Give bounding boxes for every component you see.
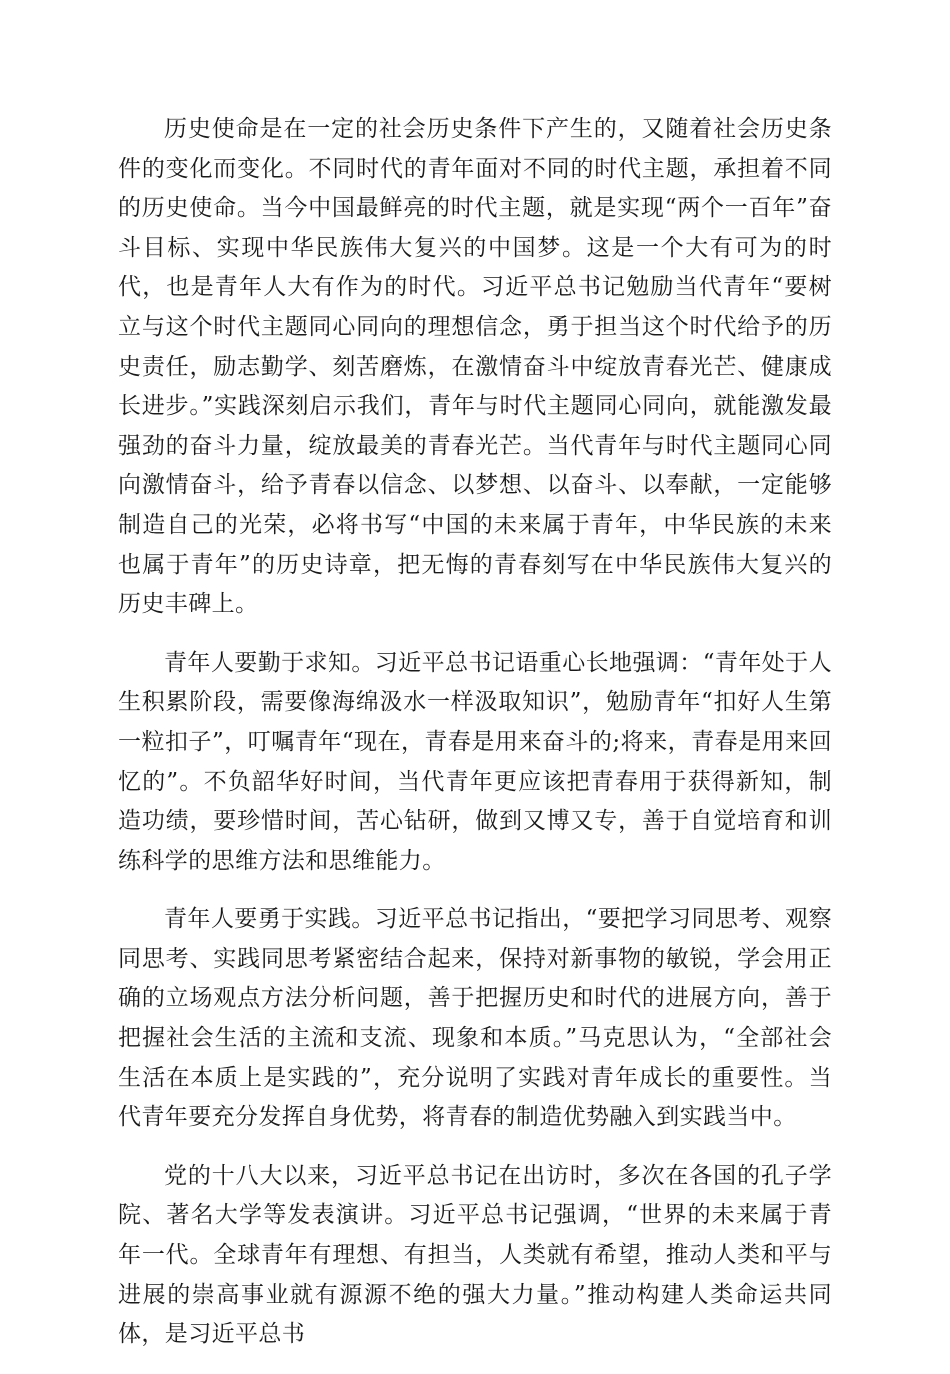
paragraph-seek-knowledge: 青年人要勤于求知。习近平总书记语重心长地强调：“青年处于人生积累阶段，需要像海绵汲水一样汲取知识”，勉励青年“扣好人生第一粒扣子”，叮嘱青年“现在，青春是用来奋斗的;将来，青春是用来回忆的”。不负韶华好时间，当代青年更应该把青春用于获得新知，制造功绩，要珍惜时间，苦心钻研，做到又博又专，善于自觉培育和训练科学的思维方法和思维能力。 (118, 649, 832, 874)
paragraph-practice: 青年人要勇于实践。习近平总书记指出，“要把学习同思考、观察同思考、实践同思考紧密结合起来，保持对新事物的敏锐，学会用正确的立场观点方法分析问题，善于把握历史和时代的进展方向，善于把握社会生活的主流和支流、现象和本质。”马克思认为，“全部社会生活在本质上是实践的”，充分说明了实践对青年成长的重要性。当代青年要充分发挥自身优势，将青春的制造优势融入到实践当中。 (118, 906, 832, 1131)
paragraph-historical-mission: 历史使命是在一定的社会历史条件下产生的，又随着社会历史条件的变化而变化。不同时代的青年面对不同的时代主题，承担着不同的历史使命。当今中国最鲜亮的时代主题，就是实现“两个一百年”奋斗目标、实现中华民族伟大复兴的中国梦。这是一个大有可为的时代，也是青年人大有作为的时代。习近平总书记勉励当代青年“要树立与这个时代主题同心同向的理想信念，勇于担当这个时代给予的历史责任，励志勤学、刻苦磨炼，在激情奋斗中绽放青春光芒、健康成长进步。”实践深刻启示我们，青年与时代主题同心同向，就能激发最强劲的奋斗力量，绽放最美的青春光芒。当代青年与时代主题同心同向激情奋斗，给予青春以信念、以梦想、以奋斗、以奉献，一定能够制造自己的光荣，必将书写“中国的未来属于青年，中华民族的未来也属于青年”的历史诗章，把无悔的青春刻写在中华民族伟大复兴的历史丰碑上。 (118, 116, 832, 618)
paragraph-world-future: 党的十八大以来，习近平总书记在出访时，多次在各国的孔子学院、著名大学等发表演讲。习近平总书记强调，“世界的未来属于青年一代。全球青年有理想、有担当，人类就有希望，推动人类和平与进展的崇高事业就有源源不绝的强大力量。”推动构建人类命运共同体，是习近平总书 (118, 1162, 832, 1348)
document-body (118, 110, 832, 1374)
